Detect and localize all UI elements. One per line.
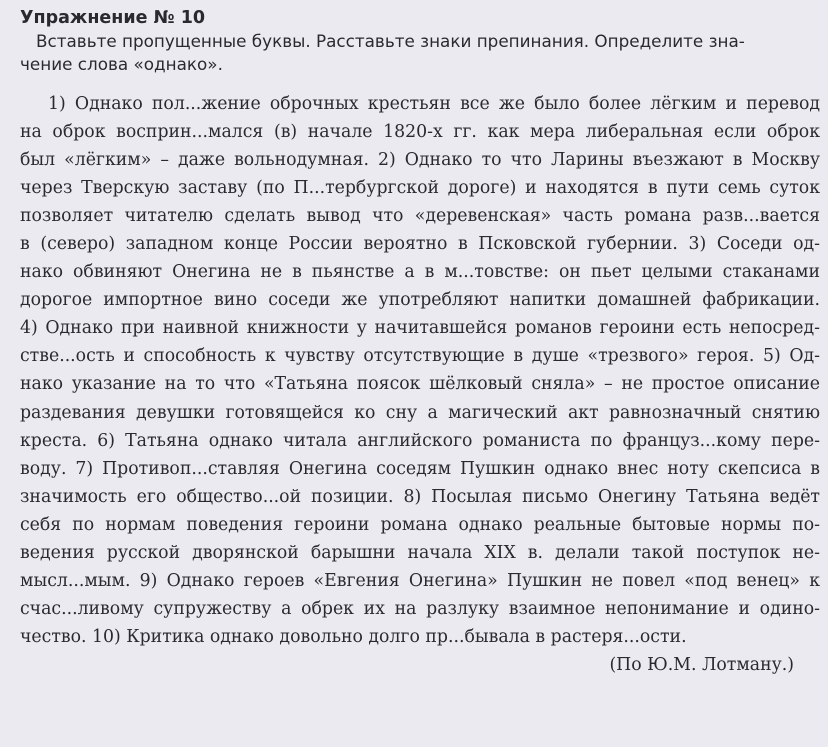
text-line: дорогое импортное вино соседи же употребляют напитки домашней фабрикации. [20,290,820,311]
exercise-instructions [20,30,818,75]
text-line: чество. 10) Критика однако довольно долго пр...бывала в растеря...ости. [20,626,687,647]
text-line: через Тверскую заставу (по П...тербургской дороге) и находятся в пути семь суток [20,178,820,199]
text-line: мысл...мым. 9) Однако героев «Евгения Онегина» Пушкин не повел «под венец» к [20,570,820,591]
text-line: нако указание на то что «Татьяна поясок шёлковый сняла» – не простое описание [20,374,820,395]
text-line: был «лёгким» – даже вольнодумная. 2) Однако то что Ларины въезжают в Москву [20,150,820,171]
text-line: воду. 7) Противоп...ставляя Онегина соседям Пушкин однако внес ноту скепсиса в [20,458,820,479]
text-line: креста. 6) Татьяна однако читала английского романиста по француз...кому пере- [20,430,820,451]
text-line: 1) Однако пол...жение оброчных крестьян все же было более лёгким и перевод [48,94,820,114]
text-line: 4) Однако при наивной книжности у начитавшейся романов героини есть непосред- [20,318,820,339]
text-line: значимость его общество...ой позиции. 8) Посылая письмо Онегину Татьяна ведёт [20,486,820,507]
text-line: стве...ость и способность к чувству отсутствующие в душе «трезвого» героя. 5) Од- [20,346,820,367]
source-attribution: (По Ю.М. Лотману.) [609,654,794,675]
text-line: в (северо) западном конце России вероятно в Псковской губернии. 3) Соседи од- [20,234,820,255]
text-line: нако обвиняют Онегина не в пьянстве а в м...товстве: он пьет целыми стаканами [20,262,820,283]
text-line: на оброк восприн...мался (в) начале 1820-х гг. как мера либеральная если оброк [20,122,820,143]
instruction-line: чение слова «однако». [20,53,223,74]
instruction-line: Вставьте пропущенные буквы. Расставьте знаки препинания. Определите зна- [36,31,745,51]
text-line: позволяет читателю сделать вывод что «деревенская» часть романа разв...вается [20,206,820,227]
exercise-title: Упражнение № 10 [20,8,206,28]
text-line: раздевания девушки готовящейся ко сну а магический акт равнозначный снятию [20,402,820,423]
exercise-text [20,90,820,679]
text-line: себя по нормам поведения героини романа однако реальные бытовые нормы по- [20,514,820,535]
text-line: ведения русской дворянской барышни начала XIX в. делали такой поступок не- [20,542,820,563]
text-line: счас...ливому супружеству а обрек их на разлуку взаимное непонимание и одино- [20,598,820,619]
